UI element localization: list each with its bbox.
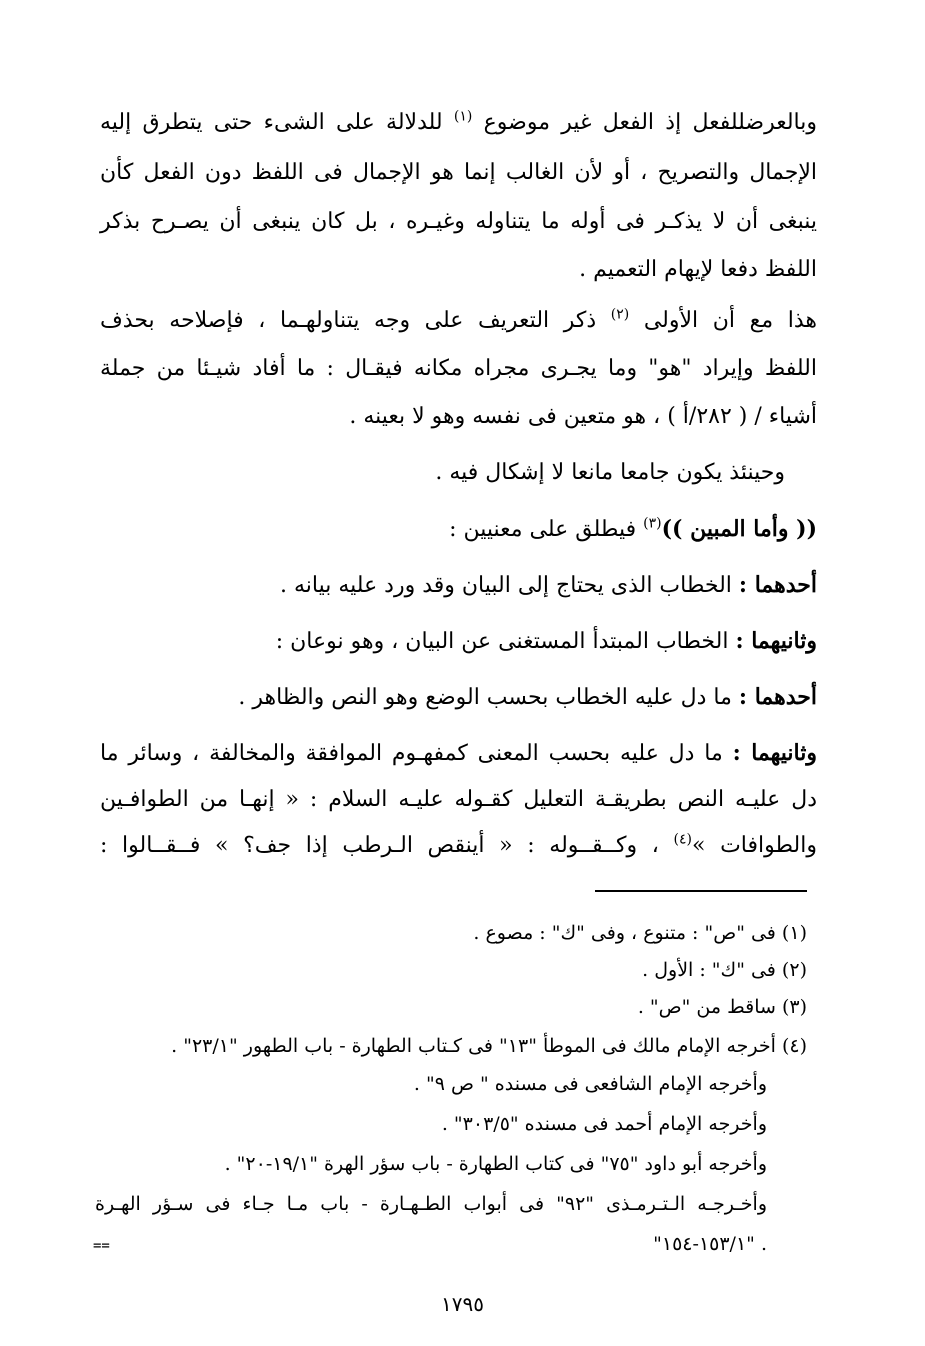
footnote-3: (٣) ساقط من "ص" .: [637, 996, 807, 1018]
text-run: وبالعرضللفعل إذ الفعل غير موضوع: [483, 110, 818, 135]
footnote-ref-2: (٢): [610, 306, 630, 323]
footnote-4-line-5: وأخـرجـه الـتـرمـذى "٩٢" فى أبواب الطـهـارة - باب مـا جـاء فى سـؤر الهـرة: [95, 1193, 767, 1215]
body-line-2: الإجمال والتصريح ، أو لأن الغالب إنما هو الإجمال فى اللفظ دون الفعل كأن: [100, 160, 817, 185]
term-label: وثانيهما :: [735, 628, 817, 654]
footnote-2: (٢) فى "ك" : الأول .: [642, 959, 807, 981]
text-run: ما دل عليه الخطاب بحسب الوضع وهو النص والظاهر .: [238, 685, 732, 710]
text-run: فيطلق على معنيين :: [449, 517, 637, 542]
term-label: أحدهما :: [738, 684, 817, 710]
body-line-4: اللفظ دفعا لإيهام التعميم .: [579, 257, 817, 282]
footnote-4: (٤) أخرجه الإمام مالك فى الموطأ "١٣" فى كـتاب الطهارة - باب الطهور "٢٣/١" .: [171, 1035, 807, 1057]
footnote-separator: [595, 890, 807, 892]
body-line-5: [100, 306, 817, 336]
body-line-1: [100, 108, 817, 138]
body-line-12: [238, 682, 817, 713]
footnote-4-line-4: وأخرجه أبو داود "٧٥" فى كتاب الطهارة - باب سؤر الهرة "١٩/١-٢٠" .: [224, 1153, 767, 1175]
text-run: للدلالة على الشىء حتى يتطرق إليه: [100, 110, 443, 135]
body-line-14: دل عليـه النص بطريقـة التعليل كقـوله عليـه السلام : « إنهـا من الطوافـين: [100, 787, 817, 812]
body-line-9: [449, 514, 817, 545]
body-line-6: اللفظ وإيراد "هو" وما يجـرى مجراه مكانه فيقـال : ما أفاد شيـئا من جملة: [100, 356, 817, 381]
footnote-4-line-3: وأخرجه الإمام أحمد فى مسنده "٣٠٣/٥" .: [441, 1113, 767, 1135]
text-run: ذكر التعريف على وجه يتناولهـما ، فإصلاحه بحذف: [100, 308, 597, 333]
footnote-4-line-2: وأخرجه الإمام الشافعى فى مسنده " ص ٩" .: [413, 1073, 767, 1095]
footnote-4-line-6: . "١٥٣/١-١٥٤": [653, 1233, 767, 1255]
text-run: الخطاب المبتدأ المستغنى عن البيان ، وهو نوعان :: [275, 629, 729, 654]
text-run: هذا مع أن الأولى: [643, 308, 818, 333]
body-line-8: وحينئذ يكون جامعا مانعا لا إشكال فيه .: [435, 460, 785, 485]
footnote-1: (١) فى "ص" : متنوع ، وفى "ك" : مصوع .: [473, 922, 807, 944]
footnote-ref-4: (٤): [673, 831, 692, 848]
text-run: ما دل عليه بحسب المعنى كمفهـوم الموافقة والمخالفة ، وسائر ما: [100, 741, 723, 766]
term-label: أحدهما :: [738, 572, 817, 598]
body-line-3: ينبغى أن لا يذكـر فى أوله ما يتناوله وغيـره ، بل كان ينبغى أن يصـرح بذكر: [100, 209, 817, 234]
body-line-10: [280, 570, 817, 601]
text-run: والطوافات »: [692, 833, 817, 858]
term-label: وثانيهما :: [732, 740, 818, 766]
body-line-7: أشياء / ( ٢٨٢/أ ) ، هو متعين فى نفسه وهو لا بعينه .: [349, 404, 817, 429]
body-line-11: [276, 626, 817, 657]
body-line-15: [100, 831, 817, 861]
footnote-ref-1: (١): [453, 108, 473, 125]
text-run: الخطاب الذى يحتاج إلى البيان وقد ورد عليه بيانه .: [279, 573, 732, 598]
body-line-13: [100, 738, 817, 769]
continuation-mark: ==: [93, 1238, 110, 1254]
section-heading: (( وأما المبين )): [661, 516, 817, 542]
page-number: ١٧٩٥: [441, 1292, 484, 1316]
footnote-ref-3: (٣): [643, 515, 662, 532]
text-run: ، وكــقــوله : « أينقص الـرطب إذا جف؟ » فــقــالوا :: [100, 833, 659, 858]
